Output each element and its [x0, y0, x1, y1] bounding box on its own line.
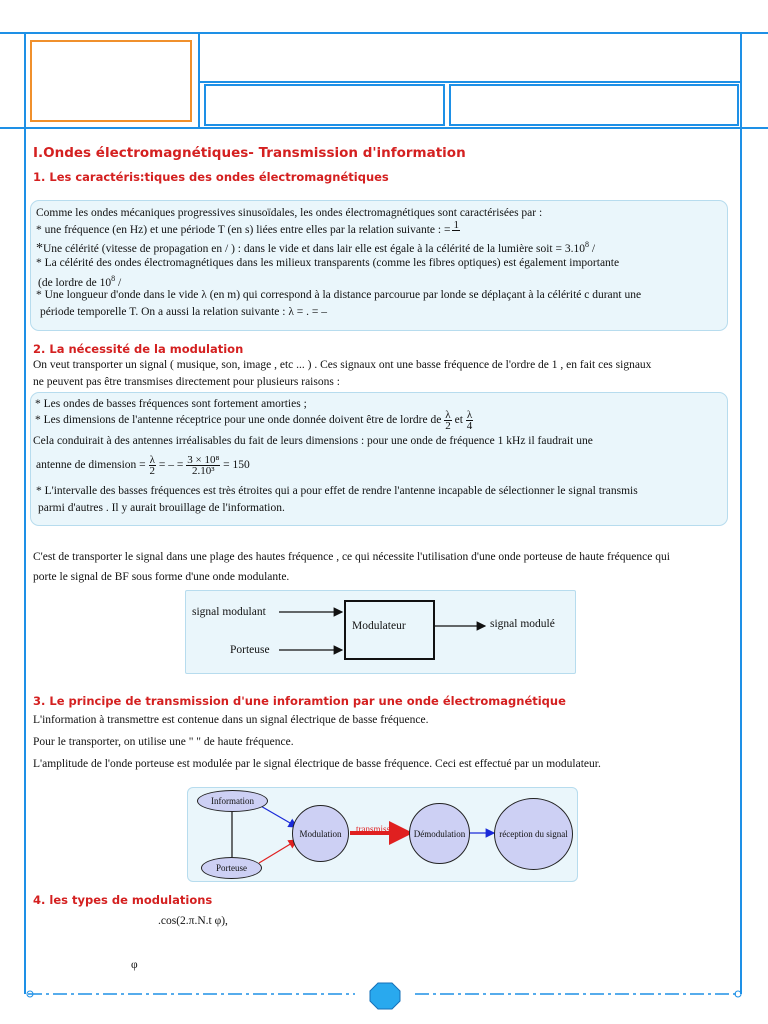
section2-title: 2. La nécessité de la modulation	[33, 342, 244, 356]
s3-line2: Pour le transporter, on utilise une " " de haute fréquence.	[33, 736, 294, 748]
right-border-line	[740, 34, 742, 994]
node-reception: réception du signal	[494, 798, 573, 870]
header-subbox-left	[204, 84, 445, 126]
s2-p3: Cela conduirait à des antennes irréalisables du fait de leurs dimensions : pour une onde de fréquence 1 kHz il faudrait une	[33, 435, 593, 447]
arrow-information-modulation	[259, 805, 297, 827]
left-border-line	[24, 34, 26, 994]
signal-modulant-label: signal modulant	[192, 606, 266, 618]
porteuse-input-label: Porteuse	[230, 644, 270, 656]
top-border-line	[0, 32, 768, 34]
s1-line6: * Une longueur d'onde dans le vide λ (en m) qui correspond à la distance parcourue par londe se déplaçant à la célérité c durant une	[36, 289, 642, 301]
footer-octagon-icon	[370, 983, 400, 1009]
arrow-porteuse-modulation	[259, 840, 297, 863]
s3-line1: L'information à transmettre est contenue dans un signal électrique de basse fréquence.	[33, 714, 429, 726]
section4-title: 4. les types de modulations	[33, 893, 213, 907]
s1-line1: Comme les ondes mécaniques progressives sinusoïdales, les ondes électromagnétiques sont caractérisées par :	[36, 207, 543, 219]
s1-line2: * une fréquence (en Hz) et une période T (en s) liées entre elles par la relation suivante : = 1	[36, 219, 459, 237]
main-title: I.Ondes électromagnétiques- Transmission d'information	[33, 145, 466, 161]
modulateur-label: Modulateur	[352, 620, 406, 632]
s4-formula: .cos(2.π.N.t φ),	[158, 915, 228, 927]
s1-line3: *Une célérité (vitesse de propagation en / ) : dans le vide et dans lair elle est égale à la célérité de la lumière soit = $3.10^8$ /	[36, 240, 596, 256]
s1-frac-num: 1	[453, 219, 459, 231]
section1-title: 1. Les caractéris:tiques des ondes électromagnétiques	[33, 170, 389, 184]
s1-line5: (de lordre de $10^8$ /	[38, 274, 122, 289]
s2-p5: * L'intervalle des basses fréquences est très étroites qui a pour effet de rendre l'antenne incapable de sélectionner le signal transmis	[36, 485, 638, 497]
s2-after1: C'est de transporter le signal dans une plage des hautes fréquence , ce qui nécessite l'utilisation d'une onde porteuse de haute fréquence qui	[33, 551, 670, 563]
header-bottom-line	[0, 127, 768, 129]
node-demodulation: Démodulation	[409, 803, 470, 864]
footer-decoration	[0, 978, 768, 1010]
s2-after2: porte le signal de BF sous forme d'une onde modulante.	[33, 571, 290, 583]
logo-box	[30, 40, 192, 122]
s2-p6: parmi d'autres . Il y aurait brouillage de l'information.	[38, 502, 285, 514]
node-information: Information	[197, 790, 268, 812]
s3-line3: L'amplitude de l'onde porteuse est modulée par le signal électrique de basse fréquence. Ceci est effectué par un modulateur.	[33, 758, 601, 770]
s1-line7: période temporelle T. On a aussi la relation suivante : λ = . = –	[40, 306, 328, 318]
header-subbox-right	[449, 84, 739, 126]
node-porteuse: Porteuse	[201, 857, 262, 879]
s2-intro2: ne peuvent pas être transmises directement pour plusieurs raisons :	[33, 376, 340, 388]
s1-line4: * La célérité des ondes électromagnétiques dans les milieux transparents (comme les fibres optiques) est également importante	[36, 257, 620, 269]
s2-p4: antenne de dimension = $\frac{\lambda}{2}$ = – = $\frac{\text{3 × 10⁸}}{\text{2.10³}}$ = 150	[36, 453, 250, 477]
s2-p2: * Les dimensions de l'antenne réceptrice pour une onde donnée doivent être de lordre de $\frac{\lambda}{2}$ et $\frac{\lambda}{4}$	[35, 408, 473, 432]
s4-phi: φ	[131, 959, 138, 971]
section3-title: 3. Le principe de transmission d'une inforamtion par une onde électromagnétique	[33, 694, 566, 708]
header-divider-horizontal	[200, 81, 740, 83]
transmission-label: transmission	[356, 824, 402, 834]
s2-intro1: On veut transporter un signal ( musique, son, image , etc ... ) . Ces signaux ont une basse fréquence de l'ordre de 1 , en fait ces signaux	[33, 359, 652, 371]
s2-p1: * Les ondes de basses fréquences sont fortement amorties ;	[35, 398, 307, 410]
signal-module-label: signal modulé	[490, 618, 555, 630]
node-modulation: Modulation	[292, 805, 349, 862]
